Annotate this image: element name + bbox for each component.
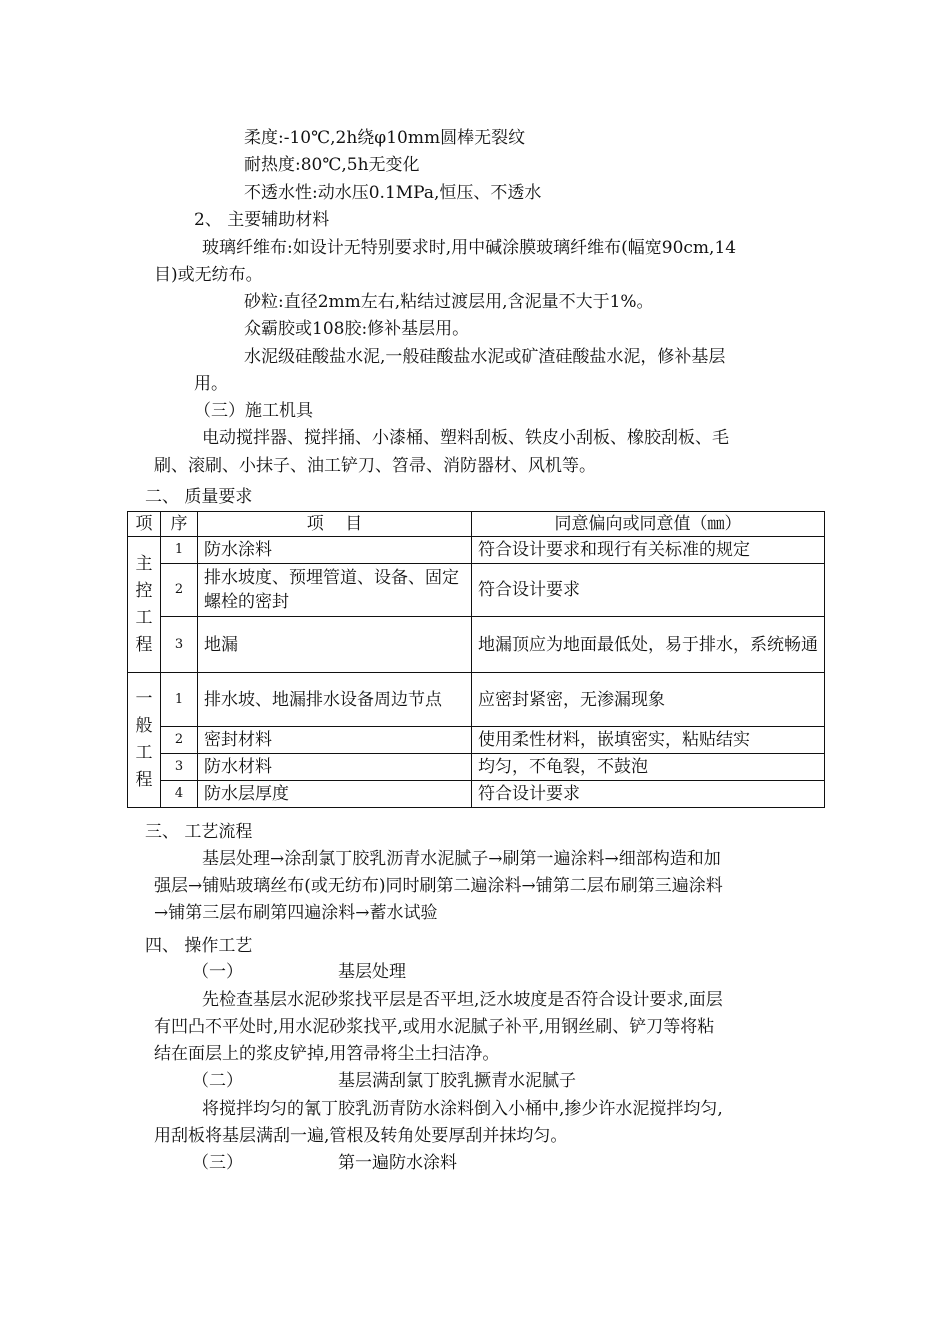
tools-line-1: 电动搅拌器、搅拌捅、小漆桶、塑料刮板、铁皮小刮板、橡胶刮板、毛 (202, 428, 729, 448)
cement-line-2: 用。 (194, 374, 228, 394)
row-value: 应密封紧密，无渗漏现象 (472, 673, 825, 727)
spec-impermeability: 不透水性:动水压0.1MPa,恒压、不透水 (244, 183, 542, 203)
spec-flexibility: 柔度:-10℃,2h绕φ10mm圆棒无裂纹 (244, 128, 526, 148)
row-num: 2 (161, 727, 198, 754)
group-label: 一般工程 (135, 689, 153, 790)
row-value: 地漏顶应为地面最低处，易于排水，系统畅通 (472, 617, 825, 673)
base-line-2: 有凹凸不平处时,用水泥砂浆找平,或用水泥腻子补平,用钢丝刷、铲刀等将粘 (154, 1017, 715, 1037)
row-item: 排水坡、地漏排水设备周边节点 (198, 673, 472, 727)
cement-line-1: 水泥级硅酸盐水泥,一般硅酸盐水泥或矿渣硅酸盐水泥，修补基层 (244, 347, 726, 367)
heading-quality: 二、 质量要求 (145, 487, 253, 507)
header-value: 同意偏向或同意值（㎜） (472, 512, 825, 537)
table-row (128, 727, 825, 754)
glass-fiber-line-1: 玻璃纤维布:如设计无特别要求时,用中碱涂膜玻璃纤维布(幅宽90cm,14 (202, 238, 737, 258)
sub2-title: 基层满刮氯丁胶乳撅青水泥腻子 (338, 1071, 576, 1091)
table-row (128, 781, 825, 808)
table-row (128, 754, 825, 781)
sub3-number: （三） (192, 1153, 243, 1173)
quality-table (127, 511, 825, 808)
row-item: 排水坡度、预埋管道、设备、固定螺栓的密封 (198, 564, 472, 617)
row-num: 3 (161, 754, 198, 781)
sub3-title: 第一遍防水涂料 (338, 1153, 457, 1173)
group-main-control (128, 537, 161, 673)
group-label: 主控工程 (135, 553, 153, 655)
row-num: 3 (161, 617, 198, 673)
row-value: 使用柔性材料，嵌填密实，粘贴结实 (472, 727, 825, 754)
sand-line: 砂粒:直径2mm左右,粘结过渡层用,含泥量不大于1%。 (244, 292, 654, 312)
heading-operations: 四、 操作工艺 (145, 936, 253, 956)
row-num: 2 (161, 564, 198, 617)
putty-line-2: 用刮板将基层满刮一遍,管根及转角处要厚刮并抹均匀。 (154, 1126, 568, 1146)
heading-process-flow: 三、 工艺流程 (145, 822, 253, 842)
sub1-title: 基层处理 (338, 962, 406, 982)
row-num: 4 (161, 781, 198, 808)
glass-fiber-line-2: 目)或无纺布。 (154, 265, 263, 285)
row-value: 符合设计要求和现行有关标准的规定 (472, 537, 825, 564)
flow-line-1: 基层处理→涂刮氯丁胶乳沥青水泥腻子→刷第一遍涂料→细部构造和加 (202, 849, 721, 869)
row-item: 密封材料 (198, 727, 472, 754)
header-item: 项 目 (198, 512, 472, 537)
row-num: 1 (161, 673, 198, 727)
row-item: 地漏 (198, 617, 472, 673)
row-value: 符合设计要求 (472, 781, 825, 808)
flow-line-3: →铺第三层布刷第四遍涂料→蓄水试验 (154, 903, 438, 923)
header-category: 项 (128, 512, 161, 537)
table-row (128, 537, 825, 564)
row-item: 防水材料 (198, 754, 472, 781)
row-value: 均匀，不龟裂，不鼓泡 (472, 754, 825, 781)
sub1-number: （一） (192, 962, 243, 982)
heading-tools: （三）施工机具 (194, 401, 313, 421)
group-general (128, 673, 161, 808)
flow-line-2: 强层→铺贴玻璃丝布(或无纺布)同时刷第二遍涂料→铺第二层布刷第三遍涂料 (154, 876, 723, 896)
table-row (128, 673, 825, 727)
heading-aux-materials: 2、 主要辅助材料 (194, 210, 330, 230)
table-row (128, 617, 825, 673)
base-line-3: 结在面层上的浆皮铲掉,用笤帚将尘土扫洁净。 (154, 1044, 500, 1064)
tools-line-2: 刷、滚刷、小抹子、油工铲刀、笤帚、消防器材、风机等。 (154, 456, 596, 476)
sub2-number: （二） (192, 1071, 243, 1091)
row-value: 符合设计要求 (472, 564, 825, 617)
row-item: 防水层厚度 (198, 781, 472, 808)
table-header-row (128, 512, 825, 537)
row-item: 防水涂料 (198, 537, 472, 564)
base-line-1: 先检查基层水泥砂浆找平层是否平坦,泛水坡度是否符合设计要求,面层 (202, 990, 723, 1010)
spec-heat-resistance: 耐热度:80℃,5h无变化 (244, 155, 420, 175)
putty-line-1: 将搅拌均匀的氰丁胶乳沥青防水涂料倒入小桶中,掺少许水泥搅拌均匀, (202, 1099, 723, 1119)
table-row (128, 564, 825, 617)
glue-line: 众霸胶或108胶:修补基层用。 (244, 319, 470, 339)
header-seq: 序 (161, 512, 198, 537)
row-num: 1 (161, 537, 198, 564)
